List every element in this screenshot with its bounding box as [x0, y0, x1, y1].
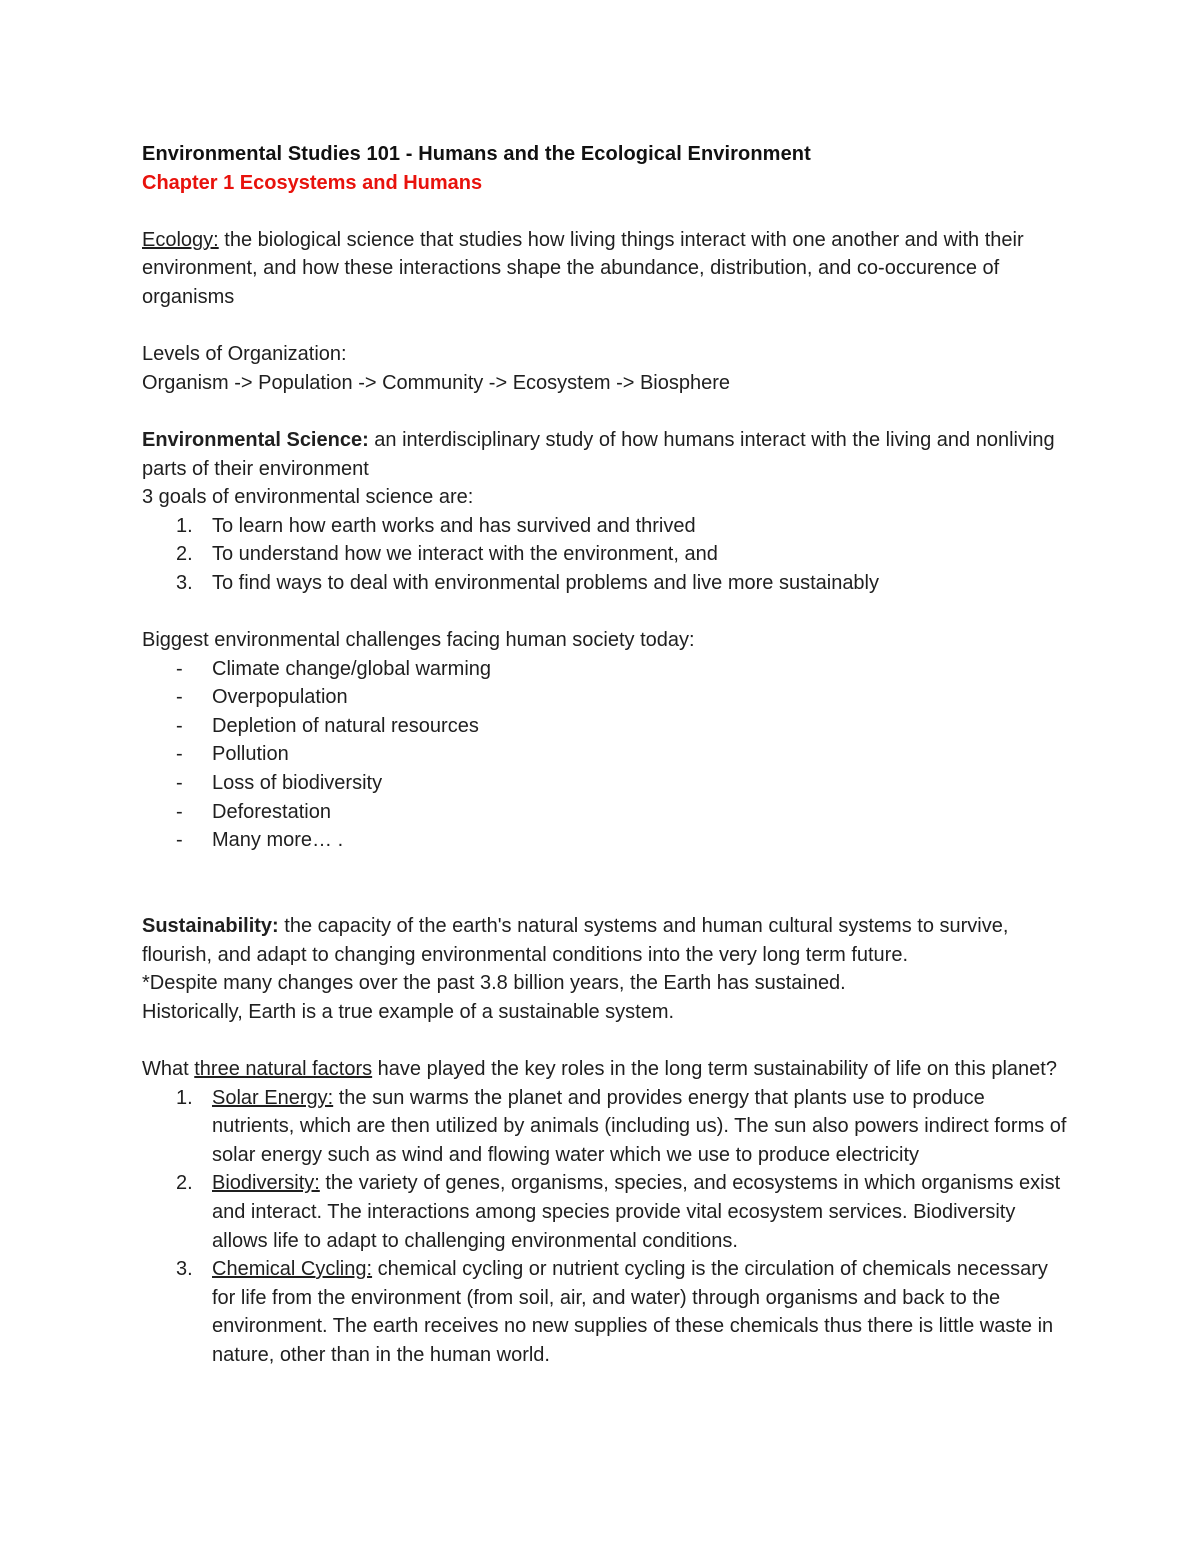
- ecology-definition: the biological science that studies how living things interact with one another and with their environment, and how these interactions shape the abundance, distribution, and co-occurence of organisms: [142, 228, 1024, 308]
- list-item-text: To understand how we interact with the environment, and: [212, 543, 718, 566]
- list-marker: 3.: [176, 1258, 193, 1281]
- spacer: [142, 397, 1072, 426]
- list-item: [142, 655, 1072, 684]
- list-marker: -: [176, 829, 183, 852]
- factors-question: [142, 1055, 1072, 1084]
- list-item-text: Deforestation: [212, 800, 331, 823]
- levels-heading: Levels of Organization:: [142, 343, 347, 366]
- sustainability-note: *Despite many changes over the past 3.8 billion years, the Earth has sustained.: [142, 972, 846, 995]
- goals-intro: 3 goals of environmental science are:: [142, 486, 474, 509]
- list-item: [142, 769, 1072, 798]
- list-item: [142, 1084, 1072, 1170]
- list-item: [142, 798, 1072, 827]
- sustainability-note: Historically, Earth is a true example of a sustainable system.: [142, 1000, 675, 1023]
- list-item: [142, 569, 1072, 598]
- chapter-heading: Chapter 1 Ecosystems and Humans: [142, 171, 483, 194]
- list-marker: -: [176, 743, 183, 766]
- factor-term: Solar Energy:: [212, 1086, 334, 1109]
- env-science-definition: an interdisciplinary study of how humans interact with the living and nonliving parts of their environment: [142, 428, 1055, 480]
- list-item-text: Loss of biodiversity: [212, 772, 383, 795]
- factor-term: Biodiversity:: [212, 1172, 320, 1195]
- list-item: [142, 712, 1072, 741]
- list-marker: 1.: [176, 1086, 193, 1109]
- list-item: [142, 1169, 1072, 1255]
- list-marker: -: [176, 657, 183, 680]
- challenges-heading: Biggest environmental challenges facing human society today:: [142, 629, 695, 652]
- list-marker: 3.: [176, 571, 193, 594]
- list-marker: -: [176, 772, 183, 795]
- list-item-text: To find ways to deal with environmental problems and live more sustainably: [212, 571, 880, 594]
- spacer: [142, 883, 1072, 912]
- list-marker: 1.: [176, 514, 193, 537]
- document-page: [142, 140, 1072, 1370]
- list-item-text: Climate change/global warming: [212, 657, 492, 680]
- list-item-text: Depletion of natural resources: [212, 714, 479, 737]
- list-item: [142, 826, 1072, 855]
- list-item-text: Pollution: [212, 743, 289, 766]
- list-item: [142, 740, 1072, 769]
- sustainability-definition: the capacity of the earth's natural systems and human cultural systems to survive, flourish, and adapt to changing environmental conditions into the very long term future.: [142, 915, 1009, 966]
- list-item-text: Many more… .: [212, 829, 344, 852]
- list-item: [142, 683, 1072, 712]
- list-item-text: To learn how earth works and has survived and thrived: [212, 514, 696, 537]
- list-item-text: Overpopulation: [212, 686, 348, 709]
- factor-text: the sun warms the planet and provides energy that plants use to produce nutrients, which are then utilized by animals (including us). The sun also powers indirect forms of solar energy such as wind and flowing water which we use to produce electricity: [212, 1086, 1067, 1166]
- list-item: [142, 512, 1072, 541]
- spacer: [142, 855, 1072, 884]
- factors-question-post: have played the key roles in the long term sustainability of life on this planet?: [372, 1058, 1057, 1080]
- env-science-paragraph: [142, 426, 1072, 483]
- ecology-term: Ecology:: [142, 228, 219, 251]
- list-marker: -: [176, 800, 183, 823]
- factors-question-pre: What: [142, 1058, 195, 1080]
- list-marker: -: [176, 686, 183, 709]
- levels-sequence: Organism -> Population -> Community -> Ecosystem -> Biosphere: [142, 371, 731, 394]
- factor-text: chemical cycling or nutrient cycling is the circulation of chemicals necessary for life from the environment (from soil, air, and water) through organisms and back to the environment. The earth receives no new supplies of these chemicals thus there is little waste in nature, other than in the human world.: [212, 1258, 1054, 1366]
- list-marker: 2.: [176, 543, 193, 566]
- ecology-paragraph: [142, 226, 1072, 312]
- spacer: [142, 598, 1072, 627]
- factor-term: Chemical Cycling:: [212, 1258, 373, 1281]
- list-item: [142, 540, 1072, 569]
- goals-list: [142, 512, 1072, 598]
- list-marker: -: [176, 714, 183, 737]
- factors-question-underlined: three natural factors: [194, 1058, 373, 1080]
- spacer: [142, 1026, 1072, 1055]
- challenges-list: [142, 655, 1072, 855]
- env-science-term: Environmental Science:: [142, 428, 369, 451]
- sustainability-term: Sustainability:: [142, 915, 279, 938]
- factor-text: the variety of genes, organisms, species, and ecosystems in which organisms exist and interact. The interactions among species provide vital ecosystem services. Biodiversity allows life to adapt to challenging environmental conditions.: [212, 1172, 1061, 1252]
- sustainability-paragraph: [142, 912, 1072, 969]
- spacer: [142, 312, 1072, 341]
- spacer: [142, 197, 1072, 226]
- list-marker: 2.: [176, 1172, 193, 1195]
- list-item: [142, 1255, 1072, 1369]
- document-title: Environmental Studies 101 - Humans and the Ecological Environment: [142, 143, 811, 165]
- factors-list: [142, 1084, 1072, 1370]
